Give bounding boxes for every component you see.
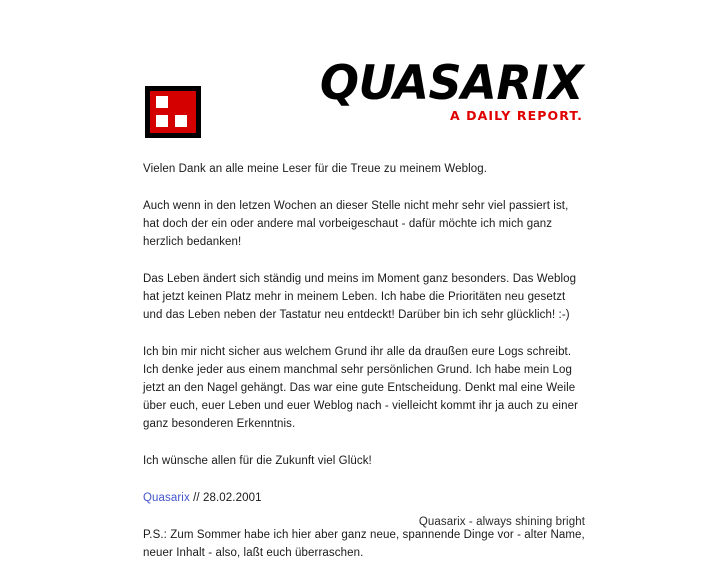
post-paragraph-2: Auch wenn in den letzen Wochen an dieser Stelle nicht mehr sehr viel passiert ist, hat doch der ein oder andere mal vorbeigeschaut - dafür möchte ich mich ganz herzlich bedanken! bbox=[143, 200, 569, 248]
logo-red-field bbox=[150, 91, 196, 133]
site-tagline: A DAILY REPORT. bbox=[449, 108, 583, 123]
site-wordmark: QUASARIX bbox=[319, 56, 583, 111]
logo-square-bottom-right bbox=[175, 115, 187, 127]
author-link[interactable]: Quasarix bbox=[143, 492, 190, 504]
three-squares-logo-icon bbox=[145, 86, 201, 138]
post-paragraph-4: Ich bin mir nicht sicher aus welchem Grund ihr alle da draußen eure Logs schreibt. Ich denke jeder aus einem manchmal sehr persönlichen Grund. Ich habe mein Log jetzt an den Nagel gehängt. Das war eine gute Entscheidung. Denkt mal eine Weile über euch, euer Leben und euer Weblog nach - vielleicht kommt ihr ja auch zu einer ganz besonderen Erkenntnis. bbox=[143, 346, 579, 430]
signature-separator-slashes: // bbox=[193, 492, 200, 504]
wordmark-block bbox=[211, 56, 583, 123]
post-content bbox=[143, 160, 585, 562]
page-footer: Quasarix - always shining bright bbox=[418, 516, 585, 528]
post-paragraph-1: Vielen Dank an alle meine Leser für die Treue zu meinem Weblog. bbox=[143, 163, 488, 175]
masthead bbox=[143, 56, 583, 148]
post-postscript: P.S.: Zum Sommer habe ich hier aber ganz neue, spannende Dinge vor - alter Name, neuer Inhalt - also, laßt euch überraschen. bbox=[143, 529, 585, 559]
post-paragraph-5: Ich wünsche allen für die Zukunft viel Glück! bbox=[143, 455, 372, 467]
logo-square-bottom-left bbox=[156, 115, 168, 127]
post-paragraph-3: Das Leben ändert sich ständig und meins im Moment ganz besonders. Das Weblog hat jetzt keinen Platz mehr in meinem Leben. Ich habe die Prioritäten neu gesetzt und das Leben neben der Tastatur neu entdeckt! Darüber bin ich sehr glücklich! :-) bbox=[143, 273, 577, 321]
post-date: 28.02.2001 bbox=[203, 492, 262, 504]
logo-square-top-left bbox=[156, 96, 168, 108]
post-signature bbox=[143, 489, 585, 507]
